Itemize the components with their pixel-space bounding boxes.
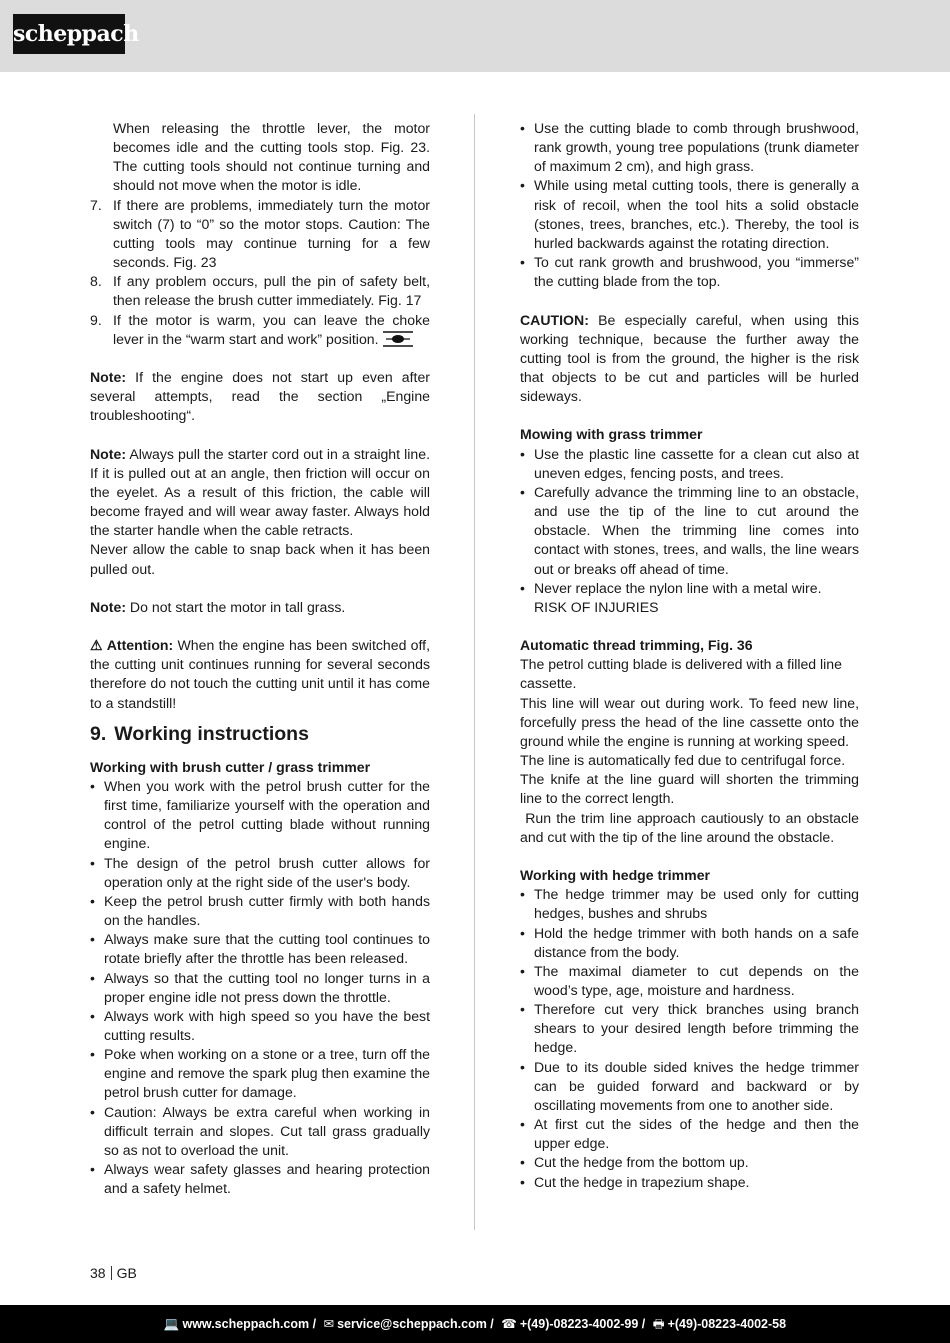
list-item: • Hold the hedge trimmer with both hands on a safe distance from the body. [520, 924, 859, 960]
right-column [520, 119, 863, 1192]
left-column [90, 119, 430, 1198]
list-item: • Never replace the nylon line with a metal wire. RISK OF INJURIES [520, 579, 822, 615]
email-link[interactable]: service@scheppach.com / [337, 1317, 494, 1331]
attention-note [90, 636, 430, 713]
note-starter-cord [90, 445, 430, 541]
scheppach-logo: scheppach [13, 14, 125, 54]
step-text: If there are problems, immediately turn the motor switch (7) to “0” so the motor stops. Caution: The cutting tools may continue turning for a few seconds. Fig. 23 [113, 196, 430, 271]
attention-label: ⚠ Attention: [90, 637, 174, 654]
phone-number: +(49)-08223-4002-99 / [519, 1317, 646, 1331]
brush-cutter-list [90, 777, 430, 1198]
list-item: • Always so that the cutting tool no longer turns in a proper engine idle not press down the throttle. [90, 969, 430, 1005]
list-item: • The design of the petrol brush cutter allows for operation only at the right side of the user's body. [90, 854, 430, 890]
grass-trimmer-list [520, 445, 859, 617]
step-number: 8. [90, 273, 102, 290]
list-item: • At first cut the sides of the hedge and then the upper edge. [520, 1116, 859, 1152]
note-label: Note: [90, 369, 127, 386]
list-item: • Keep the petrol brush cutter firmly with both hands on the handles. [90, 892, 430, 929]
note-starter-cord-extra: Never allow the cable to snap back when it has been pulled out. [90, 541, 430, 577]
list-item: • Cut the hedge in trapezium shape. [520, 1173, 750, 1190]
step-item [90, 196, 430, 273]
note-label: Note: [90, 598, 127, 615]
note-tall-grass [90, 598, 430, 617]
list-item: • Always work with high speed so you have the best cutting results. [90, 1007, 430, 1043]
caution-text: Be especially careful, when using this working technique, because the further away the cutting tool is from the ground, the higher is the risk that objects to be cut and particles will be hurled sideways. [520, 311, 859, 405]
list-item: • Poke when working on a stone or a tree, turn off the engine and remove the spark plug then examine the petrol brush cutter for damage. [90, 1046, 430, 1101]
cutting-blade-list [520, 119, 859, 291]
caution-label: CAUTION: [520, 311, 589, 328]
step-item [90, 311, 430, 349]
attention-text: When the engine has been switched off, the cutting unit continues running for several seconds therefore do not touch the cutting unit until it has come to a standstill! [90, 637, 431, 711]
computer-icon: 💻 [163, 1317, 180, 1331]
list-item: • Cut the hedge from the bottom up. [520, 1154, 749, 1171]
list-item: • The maximal diameter to cut depends on the wood’s type, age, moisture and hardness. [520, 962, 859, 998]
list-item: • While using metal cutting tools, there is generally a risk of recoil, when the tool hits a solid obstacle (stones, trees, branches, etc.). Thereby, the tool is hurled backwards against the rotating direction. [520, 177, 859, 251]
step-number: 9. [90, 311, 102, 328]
website-link[interactable]: www.scheppach.com / [182, 1317, 317, 1331]
list-item: • To cut rank growth and brushwood, you “immerse” the cutting blade from the top. [520, 254, 859, 290]
list-item: • The hedge trimmer may be used only for cutting hedges, bushes and shrubs [520, 886, 859, 922]
note-engine-start [90, 368, 430, 425]
step-continuation: When releasing the throttle lever, the motor becomes idle and the cutting tools stop. Fig. 23. The cutting tools should not continue turning and should not move when the motor is idle. [113, 120, 430, 194]
list-item: • Always wear safety glasses and hearing protection and a safety helmet. [90, 1161, 430, 1197]
list-item: • Use the plastic line cassette for a clean cut also at uneven edges, fencing posts, and trees. [520, 445, 859, 481]
envelope-icon: ✉ [323, 1317, 335, 1331]
list-item: • Always make sure that the cutting tool continues to rotate briefly after the throttle has been released. [90, 931, 430, 967]
list-item: • Therefore cut very thick branches using branch shears to your desired length before trimming the hedge. [520, 1001, 859, 1056]
auto-trim-line: The line is automatically fed due to centrifugal force. [520, 752, 846, 769]
subheading-hedge-trimmer: Working with hedge trimmer [520, 867, 711, 884]
fax-number: +(49)-08223-4002-58 [667, 1317, 787, 1331]
auto-trim-line: The petrol cutting blade is delivered with a filled line cassette. [520, 656, 842, 692]
choke-warm-start-icon [383, 331, 413, 347]
section-heading [90, 720, 430, 748]
subheading-grass-trimmer: Mowing with grass trimmer [520, 426, 703, 443]
note-text: Always pull the starter cord out in a straight line. If it is pulled out at an angle, then friction will occur on the eyelet. As a result of this friction, the cable will become frayed and will wear away faster. Always hold the starter handle when the cable retracts. [90, 445, 430, 539]
caution-note [520, 311, 859, 407]
section-number: 9. [90, 722, 107, 745]
subheading-brush-cutter: Working with brush cutter / grass trimmer [90, 758, 371, 775]
step-text-wrap [113, 311, 430, 349]
footer-bar [0, 1305, 950, 1343]
list-item: • Due to its double sided knives the hedge trimmer can be guided forward and backward or by oscillating movements from one to another side. [520, 1058, 859, 1113]
list-item: • When you work with the petrol brush cutter for the first time, familiarize yourself with the operation and control of the petrol cutting blade without running engine. [90, 777, 430, 852]
auto-trim-line: The knife at the line guard will shorten the trimming line to the correct length. [520, 771, 859, 807]
hedge-trimmer-list [520, 885, 859, 1192]
telephone-icon: ☎ [501, 1317, 517, 1331]
subheading-auto-trimming: Automatic thread trimming, Fig. 36 [520, 637, 753, 654]
page-number: 38 GB [90, 1265, 137, 1281]
step-text: If any problem occurs, pull the pin of safety belt, then release the brush cutter immediately. Fig. 17 [113, 273, 430, 309]
list-item: • Carefully advance the trimming line to an obstacle, and use the tip of the line to cut around the obstacle. When the trimming line comes into contact with stones, trees, and walls, the line wears out or breaks off ahead of time. [520, 483, 859, 577]
risk-text: RISK OF INJURIES [534, 598, 659, 615]
list-item: • Use the cutting blade to comb through brushwood, rank growth, young tree populations (trunk diameter of maximum 2 cm), and high grass. [520, 120, 859, 175]
auto-trim-line: This line will wear out during work. To feed new line, forcefully press the head of the line cassette onto the ground while the engine is running at working speed. [520, 694, 859, 749]
fax-icon: 🖶 [652, 1317, 665, 1331]
note-label: Note: [90, 445, 127, 462]
list-item: • Caution: Always be extra careful when working in difficult terrain and slopes. Cut tall grass gradually so as not to overload the unit. [90, 1103, 430, 1158]
step-number: 7. [90, 196, 102, 213]
step-text: If the motor is warm, you can leave the choke lever in the “warm start and work” position. [113, 311, 430, 347]
step-item [90, 272, 430, 310]
header-bar [0, 0, 950, 72]
auto-trim-line: Run the trim line approach cautiously to an obstacle and cut with the tip of the line around the obstacle. [520, 809, 863, 845]
section-title: Working instructions [114, 722, 309, 745]
note-text: If the engine does not start up even after several attempts, read the section „Engine troubleshooting“. [90, 369, 430, 424]
list-item-text: Never replace the nylon line with a metal wire. [534, 579, 822, 596]
note-text: Do not start the motor in tall grass. [126, 598, 346, 615]
column-divider [474, 114, 475, 1230]
